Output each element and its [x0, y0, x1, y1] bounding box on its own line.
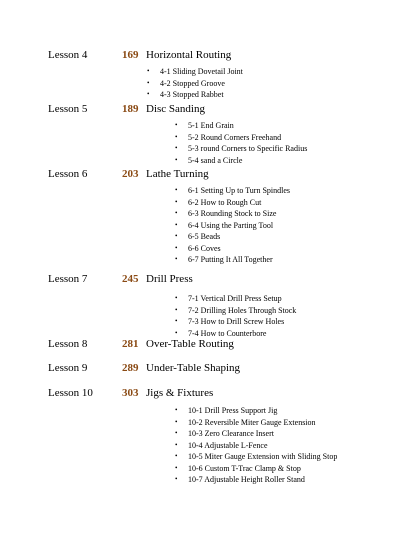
topic-list: [147, 66, 416, 101]
bullet-icon: •: [175, 220, 178, 229]
lesson-5: [0, 102, 416, 166]
bullet-icon: •: [175, 406, 178, 414]
list-item: [175, 120, 416, 132]
lesson-title: Lathe Turning: [146, 168, 209, 180]
lesson-page-number: 289: [122, 362, 139, 374]
topic-text: 7-1 Vertical Drill Press Setup: [188, 294, 282, 303]
list-item: [175, 405, 416, 417]
list-item: [175, 463, 416, 475]
topic-text: 10-1 Drill Press Support Jig: [188, 406, 278, 415]
bullet-icon: •: [175, 197, 178, 206]
lesson-header: [0, 272, 416, 286]
topic-text: 6-3 Rounding Stock to Size: [188, 209, 277, 218]
bullet-icon: •: [175, 452, 178, 460]
list-item: [175, 254, 416, 266]
topic-text: 7-3 How to Drill Screw Holes: [188, 317, 285, 326]
lesson-header: [0, 167, 416, 181]
bullet-icon: •: [175, 294, 178, 302]
topic-text: 5-4 sand a Circle: [188, 155, 243, 165]
list-item: [175, 220, 416, 232]
list-item: [175, 132, 416, 144]
topic-list: [175, 120, 416, 166]
lesson-title: Under-Table Shaping: [146, 362, 241, 374]
topic-text: 6-1 Setting Up to Turn Spindles: [188, 186, 291, 195]
lesson-header: [0, 386, 416, 400]
list-item: [175, 197, 416, 209]
lesson-page-number: 303: [122, 387, 139, 399]
lesson-header: [0, 102, 416, 116]
bullet-icon: •: [175, 255, 178, 263]
list-item: [147, 78, 416, 90]
topic-text: 5-1 End Grain: [188, 121, 234, 130]
list-item: [175, 428, 416, 440]
lesson-label: Lesson 6: [48, 168, 88, 180]
lesson-header: [0, 48, 416, 62]
topic-text: 7-4 How to Counterbore: [188, 328, 267, 338]
lesson-8: [0, 337, 416, 351]
list-item: [175, 316, 416, 328]
list-item: [175, 155, 416, 167]
lesson-title: Disc Sanding: [146, 103, 205, 115]
lesson-4: [0, 48, 416, 101]
lesson-10: [0, 386, 416, 486]
lesson-label: Lesson 9: [48, 362, 88, 374]
bullet-icon: •: [175, 155, 178, 164]
bullet-icon: •: [147, 67, 150, 75]
topic-text: 6-4 Using the Parting Tool: [188, 220, 274, 230]
list-item: [175, 305, 416, 317]
topic-text: 6-6 Coves: [188, 243, 221, 253]
bullet-icon: •: [175, 121, 178, 129]
bullet-icon: •: [175, 317, 178, 325]
list-item: [147, 89, 416, 101]
topic-text: 4-3 Stopped Rabbet: [160, 90, 224, 99]
bullet-icon: •: [175, 463, 178, 472]
bullet-icon: •: [175, 243, 178, 252]
list-item: [175, 243, 416, 255]
topic-list: [175, 293, 416, 339]
list-item: [175, 231, 416, 243]
list-item: [175, 417, 416, 429]
topic-text: 10-7 Adjustable Height Roller Stand: [188, 475, 305, 484]
lesson-header: [0, 361, 416, 375]
bullet-icon: •: [175, 440, 178, 449]
topic-list: [175, 405, 416, 486]
lesson-page-number: 203: [122, 168, 139, 180]
topic-text: 10-5 Miter Gauge Extension with Sliding Stop: [188, 452, 338, 461]
lesson-title: Drill Press: [146, 273, 193, 285]
lesson-6: [0, 167, 416, 266]
lesson-page-number: 281: [122, 338, 139, 350]
lesson-header: [0, 337, 416, 351]
lesson-title: Horizontal Routing: [146, 49, 232, 61]
bullet-icon: •: [175, 429, 178, 437]
bullet-icon: •: [147, 90, 150, 98]
list-item: [147, 66, 416, 78]
bullet-icon: •: [175, 144, 178, 152]
lesson-page-number: 189: [122, 103, 139, 115]
topic-text: 10-3 Zero Clearance Insert: [188, 429, 274, 438]
list-item: [175, 293, 416, 305]
bullet-icon: •: [175, 475, 178, 483]
topic-text: 7-2 Drilling Holes Through Stock: [188, 305, 297, 315]
list-item: [175, 208, 416, 220]
list-item: [175, 451, 416, 463]
lesson-label: Lesson 8: [48, 338, 88, 350]
list-item: [175, 143, 416, 155]
list-item: [175, 185, 416, 197]
bullet-icon: •: [175, 328, 178, 337]
lesson-title: Jigs & Fixtures: [146, 387, 214, 399]
topic-text: 4-2 Stopped Groove: [160, 78, 225, 88]
topic-text: 5-3 round Corners to Specific Radius: [188, 144, 308, 153]
topic-text: 4-1 Sliding Dovetail Joint: [160, 67, 243, 76]
bullet-icon: •: [147, 78, 150, 87]
topic-list: [175, 185, 416, 266]
list-item: [175, 440, 416, 452]
lesson-page-number: 169: [122, 49, 139, 61]
topic-text: 6-7 Putting It All Together: [188, 255, 273, 264]
bullet-icon: •: [175, 186, 178, 194]
lesson-label: Lesson 4: [48, 49, 88, 61]
lesson-label: Lesson 7: [48, 273, 88, 285]
topic-text: 6-5 Beads: [188, 232, 221, 241]
lesson-9: [0, 361, 416, 375]
lesson-7: [0, 272, 416, 339]
lesson-label: Lesson 5: [48, 103, 88, 115]
bullet-icon: •: [175, 209, 178, 217]
topic-text: 10-4 Adjustable L-Fence: [188, 440, 268, 450]
list-item: [175, 474, 416, 486]
topic-text: 5-2 Round Corners Freehand: [188, 132, 282, 142]
bullet-icon: •: [175, 132, 178, 141]
topic-text: 10-2 Reversible Miter Gauge Extension: [188, 417, 316, 427]
lesson-page-number: 245: [122, 273, 139, 285]
topic-text: 10-6 Custom T-Trac Clamp & Stop: [188, 463, 301, 473]
lesson-label: Lesson 10: [48, 387, 93, 399]
bullet-icon: •: [175, 232, 178, 240]
bullet-icon: •: [175, 417, 178, 426]
bullet-icon: •: [175, 305, 178, 314]
lesson-title: Over-Table Routing: [146, 338, 234, 350]
topic-text: 6-2 How to Rough Cut: [188, 197, 262, 207]
